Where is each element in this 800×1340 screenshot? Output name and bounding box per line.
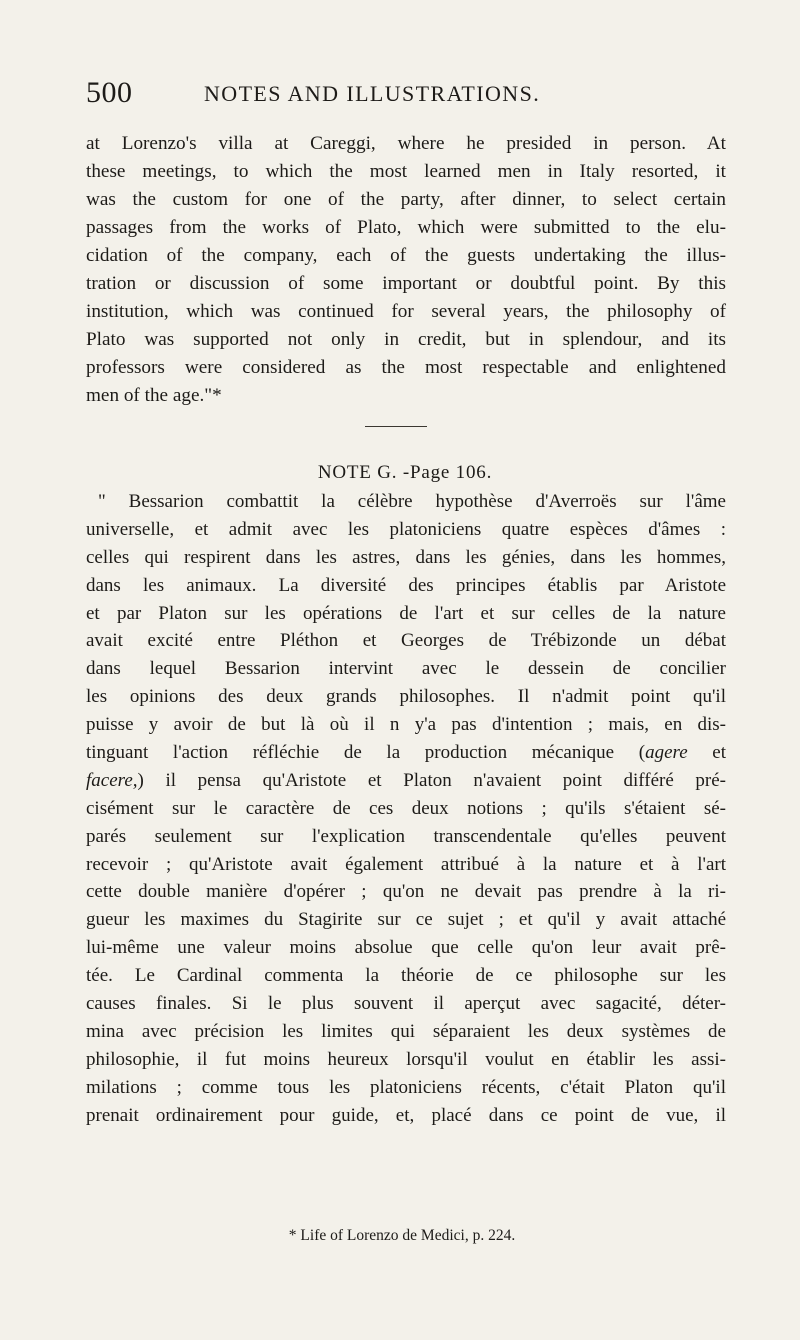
text-line: milations ; comme tous les platoniciens récents, c'était Platon qu'il (86, 1076, 726, 1098)
text-line: les opinions des deux grands philosophes. Il n'admit point qu'il (86, 686, 726, 708)
text-line: causes finales. Si le plus souvent il aperçut avec sagacité, déter- (86, 993, 726, 1015)
text-line: universelle, et admit avec les platoniciens quatre espèces d'âmes : (86, 518, 726, 540)
text-line: these meetings, to which the most learned men in Italy resorted, it (86, 161, 726, 182)
text-line: " Bessarion combattit la célèbre hypothèse d'Averroës sur l'âme (98, 491, 726, 512)
continued-passage (86, 130, 726, 410)
text-line: mina avec précision les limites qui séparaient les deux systèmes de (86, 1020, 726, 1042)
text-line: avait excité entre Pléthon et Georges de Trébizonde un débat (86, 630, 726, 652)
text-segment: ) il pensa qu'Aristote et Platon n'avaient point différé pré- (137, 769, 726, 791)
text-line: professors were considered as the most respectable and enlightened (86, 357, 726, 378)
text-line: cette double manière d'opérer ; qu'on ne devait pas prendre à la ri- (86, 881, 726, 903)
text-line: dans lequel Bessarion intervint avec le dessein de concilier (86, 658, 726, 680)
text-line: men of the age."* (86, 385, 222, 406)
text-line: Plato was supported not only in credit, but in splendour, and its (86, 329, 726, 350)
section-divider (365, 426, 427, 427)
page-number: 500 (86, 76, 133, 109)
text-line: et par Platon sur les opérations de l'art et sur celles de la nature (86, 602, 726, 624)
text-line-with-italics (86, 767, 726, 795)
text-segment: ( (614, 742, 646, 764)
italic-term: agere (645, 742, 688, 764)
text-line: lui-même une valeur moins absolue que celle qu'on leur avait prê- (86, 937, 726, 959)
note-g-body (86, 488, 726, 1129)
text-line: tée. Le Cardinal commenta la théorie de ce philosophe sur les (86, 965, 726, 987)
running-head: NOTES AND ILLUSTRATIONS. (204, 81, 541, 106)
text-segment: tinguant l'action réfléchie de la production mécanique (86, 742, 615, 764)
text-line: dans les animaux. La diversité des principes établis par Aristote (86, 574, 726, 596)
text-line: cidation of the company, each of the guests undertaking the illus- (86, 245, 726, 266)
text-line: passages from the works of Plato, which were submitted to the elu- (86, 217, 726, 238)
text-line: philosophie, il fut moins heureux lorsqu'il voulut en établir les assi- (86, 1048, 726, 1070)
text-segment: et (687, 742, 727, 764)
text-line: tration or discussion of some important or doubtful point. By this (86, 273, 726, 294)
text-line: institution, which was continued for several years, the philosophy of (86, 301, 726, 322)
text-line: cisément sur le caractère de ces deux notions ; qu'ils s'étaient sé- (86, 797, 726, 819)
footnote: * Life of Lorenzo de Medici, p. 224. (288, 1227, 516, 1244)
text-line: was the custom for one of the party, after dinner, to select certain (86, 189, 726, 210)
note-heading: NOTE G. -Page 106. (317, 462, 493, 483)
text-line: celles qui respirent dans les astres, dans les génies, dans les hommes, (86, 546, 726, 568)
italic-term: facere, (86, 769, 138, 791)
text-line: recevoir ; qu'Aristote avait également attribué à la nature et à l'art (86, 853, 726, 875)
text-line: parés seulement sur l'explication transcendentale qu'elles peuvent (86, 825, 726, 847)
text-line-with-italics (86, 739, 726, 767)
text-line: prenait ordinairement pour guide, et, placé dans ce point de vue, il (86, 1104, 726, 1126)
text-line: at Lorenzo's villa at Careggi, where he presided in person. At (86, 133, 726, 154)
page-header (86, 76, 726, 112)
text-line: gueur les maximes du Stagirite sur ce sujet ; et qu'il y avait attaché (86, 909, 726, 931)
text-line: puisse y avoir de but là où il n y'a pas d'intention ; mais, en dis- (86, 714, 726, 736)
